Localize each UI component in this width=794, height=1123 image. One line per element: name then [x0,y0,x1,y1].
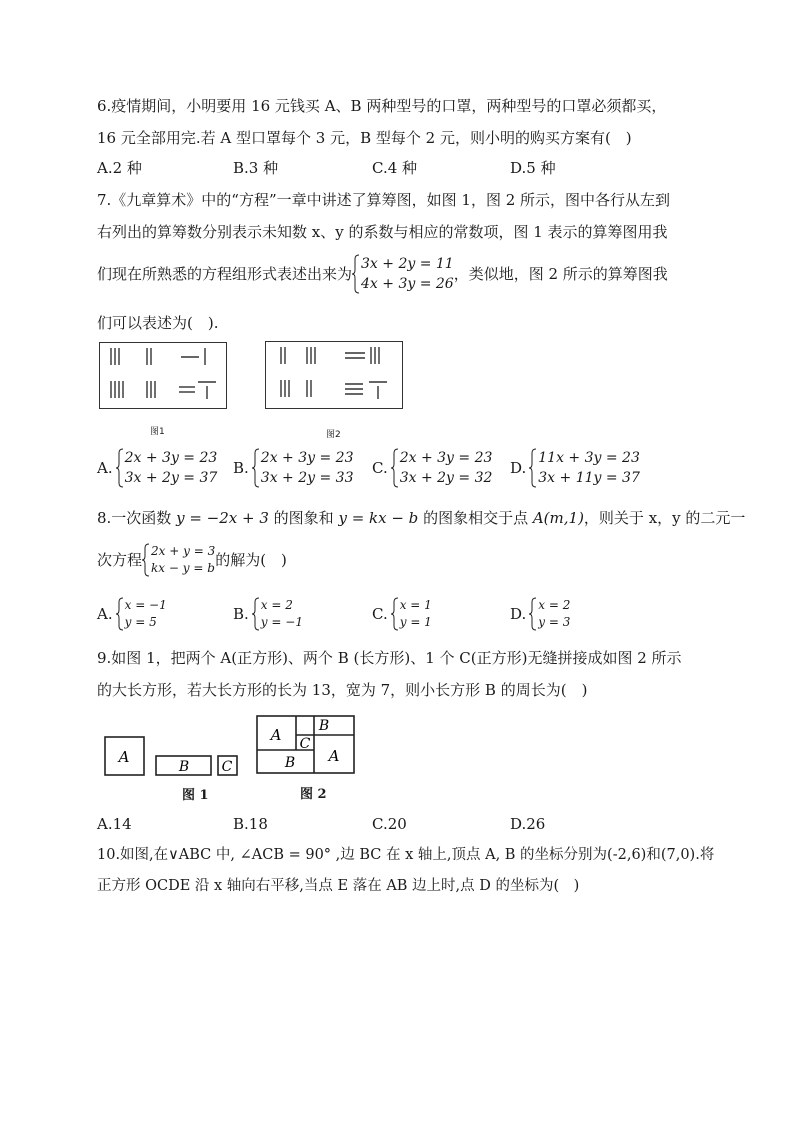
q7-example-eq-2: 4x + 3y = 26 [361,276,454,292]
brace-icon [252,597,260,631]
q8-option-d-system [529,597,570,631]
q9-fig1-label-a: A [118,748,130,766]
q6-line-1: 6.疫情期间，小明要用 16 元钱买 A、B 两种型号的口罩，两种型号的口罩必须都买， [97,97,667,115]
q8-option-c[interactable] [372,597,432,631]
q8-option-a-eq-1: x = −1 [124,598,167,612]
brace-icon [529,597,537,631]
q7-option-a-label: A. [97,459,113,477]
q8-option-b-eq-1: x = 2 [260,598,293,612]
q9-figure-2 [256,715,356,777]
q8-line-1 [97,508,745,528]
q8-option-d-eq-2: y = 3 [538,615,571,629]
q8-option-a-system [116,597,167,631]
q8-system-eq-2: kx − y = b [151,561,215,575]
q7-figure-2-caption: 图2 [326,430,341,440]
q7-option-b-label: B. [233,459,249,477]
q7-option-b-system [252,448,354,488]
q7-option-a-eq-1: 2x + 3y = 23 [124,450,218,466]
brace-icon [252,448,260,488]
q8-line-2-pre: 次方程 [97,551,143,569]
q9-fig2-label-b-top: B [318,718,330,734]
q9-line-2: 的大长方形，若大长方形的长为 13，宽为 7，则小长方形 B 的周长为( ) [97,681,588,699]
brace-icon [352,254,360,294]
brace-icon [116,448,124,488]
q9-option-d[interactable]: D.26 [510,815,546,833]
q8-line-2 [97,542,287,578]
rod-numerals-fig1 [111,348,216,399]
q8-line-2-post: 的解为( ) [215,551,287,569]
q7-option-d-label: D. [510,459,527,477]
brace-icon [142,543,150,577]
q7-option-c-eq-2: 3x + 2y = 32 [399,470,493,486]
q9-option-a[interactable]: A.14 [97,815,132,833]
q6-line-2: 16 元全部用完.若 A 型口罩每个 3 元，B 型每个 2 元，则小明的购买方案有( ) [97,129,632,147]
q8-func-1: y = −2x + 3 [176,509,269,527]
brace-icon [391,448,399,488]
q6-option-c[interactable]: C.4 种 [372,159,418,177]
q7-figure-2 [265,341,405,411]
q8-option-a[interactable] [97,597,167,631]
q8-option-c-eq-1: x = 1 [399,598,432,612]
q8-option-a-eq-2: y = 5 [124,615,157,629]
q9-fig2-label-c: C [299,736,311,752]
q7-option-c-label: C. [372,459,388,477]
q8-option-c-system [391,597,432,631]
q9-option-c[interactable]: C.20 [372,815,407,833]
q9-figure-2-caption: 图 2 [300,787,327,802]
q10-line-1: 10.如图,在∨ABC 中, ∠ACB = 90° ,边 BC 在 x 轴上,顶点 A, B 的坐标分别为(-2,6)和(7,0).将 [97,847,715,863]
q9-fig2-label-b-bottom: B [284,755,296,771]
q6-option-a[interactable]: A.2 种 [97,159,142,177]
q7-line-4: 们可以表述为( ). [97,314,219,332]
q9-figure-1-caption: 图 1 [182,788,209,803]
q6-option-d[interactable]: D.5 种 [510,159,556,177]
q8-option-b-eq-2: y = −1 [260,615,303,629]
q7-example-system [352,254,454,294]
q7-option-c-system [391,448,493,488]
q7-option-b[interactable] [233,448,354,488]
q8-option-d[interactable] [510,597,570,631]
q6-options [97,158,697,178]
q8-line-1-c: 的图象相交于点 [418,509,533,527]
q7-option-d-eq-1: 11x + 3y = 23 [538,450,640,466]
q8-option-b-label: B. [233,605,249,623]
q7-option-a-system [116,448,218,488]
q7-line-1: 7.《九章算术》中的“方程”一章中讲述了算筹图，如图 1，图 2 所示，图中各行从左到 [97,191,671,209]
q8-option-c-label: C. [372,605,388,623]
q8-func-2: y = kx − b [338,509,419,527]
q7-line-3-post: ，类似地，图 2 所示的算筹图我 [453,265,668,283]
q9-fig1-label-b: B [178,759,190,775]
q8-line-1-b: 的图象和 [268,509,339,527]
q7-option-a-eq-2: 3x + 2y = 37 [124,470,218,486]
q10-line-2: 正方形 OCDE 沿 x 轴向右平移,当点 E 落在 AB 边上时,点 D 的坐标为( ) [97,878,580,894]
q8-line-1-a: 8.一次函数 [97,509,177,527]
q7-option-b-eq-2: 3x + 2y = 33 [260,470,354,486]
q8-option-b[interactable] [233,597,303,631]
q9-figure-1 [100,735,245,805]
q9-fig1-label-c: C [221,759,233,775]
brace-icon [116,597,124,631]
q8-option-b-system [252,597,303,631]
q7-figure-1 [99,342,229,412]
q8-option-d-eq-1: x = 2 [538,598,571,612]
q7-option-a[interactable] [97,448,217,488]
q9-line-1: 9.如图 1，把两个 A(正方形)、两个 B (长方形)、1 个 C(正方形)无缝拼接成如图 2 所示 [97,649,682,667]
q8-option-d-label: D. [510,605,527,623]
q8-option-a-label: A. [97,605,113,623]
q8-system-eq-1: 2x + y = 3 [151,544,216,558]
q7-option-c[interactable] [372,448,492,488]
q7-line-2: 右列出的算筹数分别表示未知数 x、y 的系数与相应的常数项，图 1 表示的算筹图用我 [97,223,668,241]
q7-figure-1-caption: 图1 [150,427,165,437]
brace-icon [529,448,537,488]
brace-icon [391,597,399,631]
q7-option-d[interactable] [510,448,640,488]
q8-line-1-d: ，则关于 x，y 的二元一 [583,509,746,527]
q6-option-b[interactable]: B.3 种 [233,159,279,177]
q9-options [97,814,697,834]
q7-option-d-eq-2: 3x + 11y = 37 [538,470,640,486]
q9-fig2-label-a-top: A [270,726,282,744]
q8-point: A(m,1) [532,509,584,527]
q7-line-3-pre: 们现在所熟悉的方程组形式表述出来为 [97,265,353,283]
q7-option-b-eq-1: 2x + 3y = 23 [260,450,354,466]
q7-example-eq-1: 3x + 2y = 11 [361,256,454,272]
q8-system [142,543,215,577]
q9-fig2-label-a-bottom: A [328,747,340,765]
q7-option-d-system [529,448,640,488]
q8-option-c-eq-2: y = 1 [399,615,432,629]
q9-option-b[interactable]: B.18 [233,815,268,833]
rod-numerals-fig2 [281,347,387,399]
q7-option-c-eq-1: 2x + 3y = 23 [399,450,493,466]
q7-line-3 [97,252,668,296]
